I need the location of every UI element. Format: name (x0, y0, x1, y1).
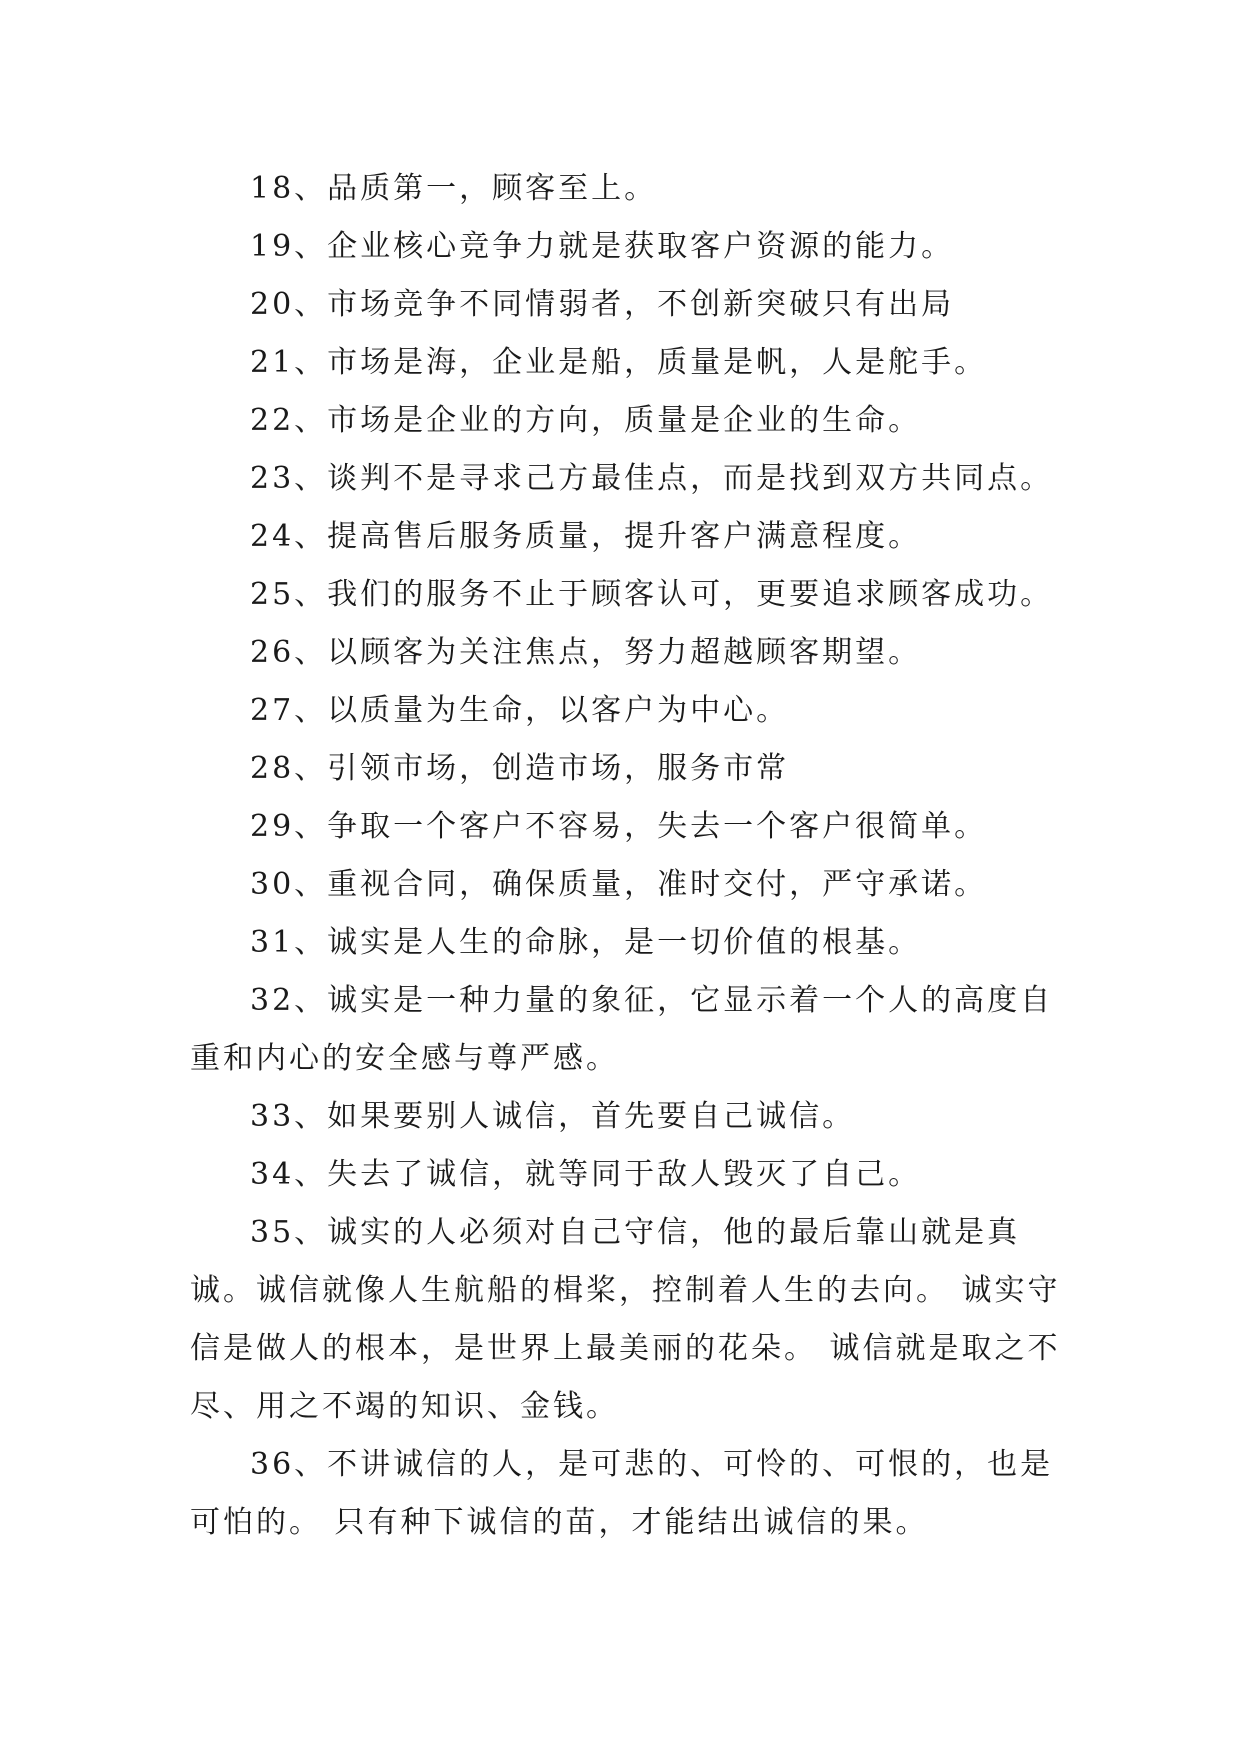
paragraph-30: 30、重视合同，确保质量，准时交付，严守承诺。 (250, 867, 988, 902)
document-body (190, 160, 1070, 1552)
paragraph-27: 27、以质量为生命，以客户为中心。 (250, 693, 790, 728)
paragraph-21: 21、市场是海，企业是船，质量是帆，人是舵手。 (250, 345, 988, 380)
paragraph-22: 22、市场是企业的方向，质量是企业的生命。 (250, 403, 922, 438)
paragraph-34: 34、失去了诚信，就等同于敌人毁灭了自己。 (250, 1157, 922, 1192)
paragraph-33: 33、如果要别人诚信，首先要自己诚信。 (250, 1099, 856, 1134)
paragraph-24: 24、提高售后服务质量，提升客户满意程度。 (250, 519, 922, 554)
paragraph-31: 31、诚实是人生的命脉，是一切价值的根基。 (250, 925, 922, 960)
paragraph-23: 23、谈判不是寻求己方最佳点，而是找到双方共同点。 (250, 461, 1054, 496)
paragraph-36: 36、不讲诚信的人，是可悲的、可怜的、可恨的，也是可怕的。 只有种下诚信的苗，才能结出诚信的果。 (190, 1447, 1054, 1540)
paragraph-29: 29、争取一个客户不容易，失去一个客户很简单。 (250, 809, 988, 844)
paragraph-28: 28、引领市场，创造市场，服务市常 (250, 751, 790, 786)
paragraph-19: 19、企业核心竞争力就是获取客户资源的能力。 (250, 229, 955, 264)
paragraph-18: 18、品质第一，顾客至上。 (250, 171, 658, 206)
paragraph-35: 35、诚实的人必须对自己守信，他的最后靠山就是真诚。诚信就像人生航船的楫桨，控制着人生的去向。 诚实守信是做人的根本，是世界上最美丽的花朵。 诚信就是取之不尽、用之不竭的知识、金钱。 (190, 1215, 1061, 1424)
paragraph-32: 32、诚实是一种力量的象征，它显示着一个人的高度自重和内心的安全感与尊严感。 (190, 983, 1054, 1076)
paragraph-20: 20、市场竞争不同情弱者，不创新突破只有出局 (250, 287, 955, 322)
paragraph-25: 25、我们的服务不止于顾客认可，更要追求顾客成功。 (250, 577, 1054, 612)
paragraph-26: 26、以顾客为关注焦点，努力超越顾客期望。 (250, 635, 922, 670)
